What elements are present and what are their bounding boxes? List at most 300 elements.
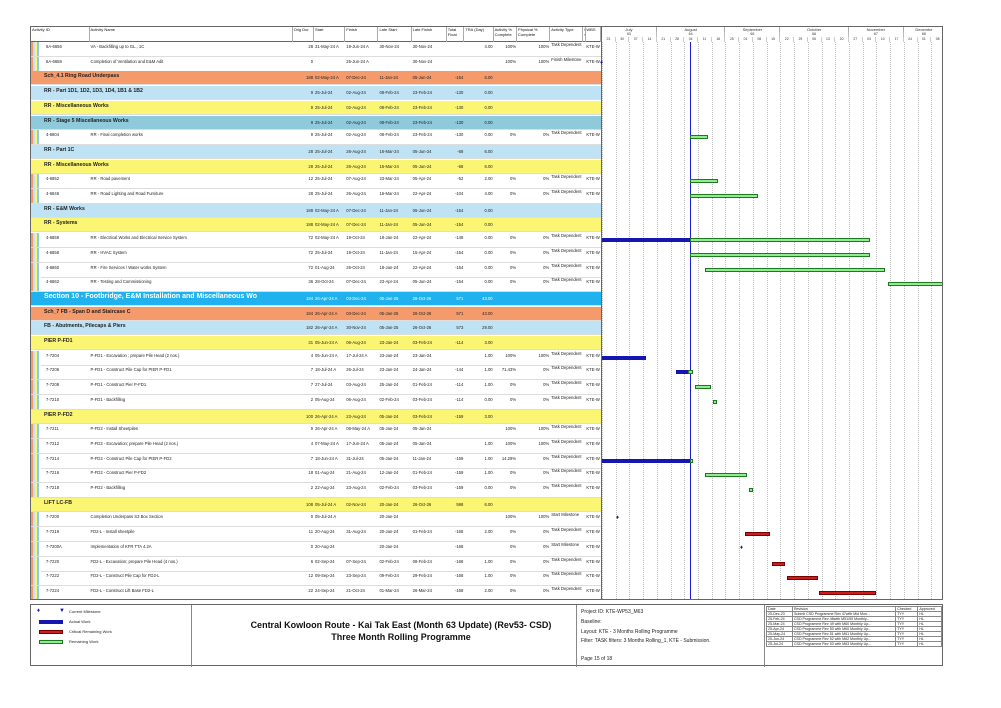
timescale-day: 04 <box>684 37 698 42</box>
cell-dur: 28 <box>308 163 314 169</box>
column-header-phys[interactable]: Physical % Complete <box>517 27 550 42</box>
column-header-wbs[interactable]: WBS <box>585 27 601 42</box>
cell-name: RR - Part 1D1, 1D2, 1D3, 1D4, 1B1 & 1B2 <box>44 88 143 95</box>
cell-wbs: KTE-W <box>586 367 600 373</box>
cell-tra: 43.00 <box>482 310 493 316</box>
activity-row[interactable] <box>31 542 601 557</box>
cell-phys: 0% <box>543 279 550 285</box>
remaining-work-bar[interactable] <box>690 194 758 198</box>
cell-dur: 18 <box>308 470 314 476</box>
cell-name: P-FD2 - Install Sheetpiles <box>90 426 139 432</box>
cell-type: Task Dependent <box>551 453 582 459</box>
cell-dur: 28 <box>308 148 314 154</box>
timescale-period: 64 <box>657 32 726 37</box>
cell-start: 05-Aug-24 <box>315 396 335 402</box>
cell-phys: 100% <box>538 426 550 432</box>
cell-float: -130 <box>454 104 464 110</box>
cell-dur: 9 <box>310 104 314 110</box>
cell-pct: 0% <box>509 176 517 182</box>
column-header-type[interactable]: Activity Type <box>550 27 583 42</box>
cell-lstart: 08-Feb-24 <box>379 132 399 138</box>
cell-start: 02-May-24 A <box>315 75 339 81</box>
timescale-period: 66 <box>780 32 849 37</box>
indent-stripe <box>31 527 41 541</box>
cell-lstart: 05-Jan-25 <box>379 295 399 301</box>
gridline <box>780 42 781 600</box>
cell-tra: 0.00 <box>484 119 493 125</box>
timescale-period: 63 <box>602 32 657 37</box>
cell-lstart: 23-Apr-24 <box>379 279 399 285</box>
cell-pct: 0% <box>509 485 517 490</box>
legend-current-milestone-icon: ▼ <box>59 608 65 614</box>
indent-stripe <box>31 512 41 526</box>
cell-type: Task Dependent <box>551 556 582 562</box>
cell-name: P-FD1 - Construct Pier P-FD1 <box>90 382 147 388</box>
cell-lstart: 11-Jan-24 <box>379 249 398 255</box>
cell-wbs: KTE-W <box>586 426 600 432</box>
column-header-start[interactable]: Start <box>314 27 345 42</box>
cell-dur: 0 <box>310 514 314 520</box>
cell-pct: 0% <box>509 279 517 285</box>
cell-lfinish: 01-Feb-24 <box>412 529 432 535</box>
cell-type: Task Dependent <box>551 585 582 591</box>
cell-name: RR - Road Lighting and Road Furniture <box>90 191 164 196</box>
activity-row[interactable] <box>31 263 601 278</box>
actual-work-bar[interactable] <box>602 459 690 463</box>
activity-row[interactable] <box>31 527 601 542</box>
title-line-2: Three Month Rolling Programme <box>331 632 471 642</box>
timescale-day: 23 <box>602 37 616 42</box>
cell-tra: 1.00 <box>484 440 493 446</box>
activity-row[interactable] <box>31 571 601 586</box>
cell-dur: 22 <box>308 587 314 593</box>
cell-finish: 17-Jul-24 A <box>346 352 368 358</box>
wbs-band-row[interactable] <box>31 86 601 100</box>
cell-start: 25-Jul-24 <box>315 249 333 255</box>
cell-lstart: 05-Jan-24 <box>379 455 399 461</box>
cell-lstart: 23-Jan-24 <box>379 367 399 373</box>
filter-text: Filter: TASK filters: 3 Months Rolling_1, KTE - Submission. <box>581 638 711 644</box>
wbs-band-row[interactable] <box>31 410 601 424</box>
legend-swatch-rem <box>39 640 63 644</box>
cell-phys: 0% <box>543 573 550 579</box>
activity-row[interactable] <box>31 130 601 145</box>
cell-start: 25-Jul-24 <box>315 176 333 182</box>
gridline <box>671 42 672 600</box>
cell-finish: 26-Jul-24 <box>346 367 364 373</box>
cell-tra: 4.00 <box>484 191 493 196</box>
indent-stripe <box>31 395 41 409</box>
cell-pct: 100% <box>505 440 517 446</box>
cell-lfinish: 05-Apr-24 <box>412 176 432 182</box>
cell-dur: 188 <box>306 75 314 81</box>
timescale-period: 68 <box>904 32 943 37</box>
cell-wbs: KTE-W <box>586 396 600 402</box>
cell-wbs: KTE-W <box>586 529 600 535</box>
cell-start: 25-Jul-24 <box>315 163 333 169</box>
wbs-band-row[interactable] <box>31 218 601 232</box>
activity-row[interactable] <box>31 557 601 572</box>
cell-finish: 23-Aug-24 <box>346 413 366 419</box>
gridline <box>904 42 905 600</box>
remaining-work-bar[interactable] <box>690 179 718 183</box>
wbs-band-row[interactable] <box>31 145 601 159</box>
cell-id: 4-6858 <box>46 249 60 255</box>
gridline <box>890 42 891 600</box>
indent-stripe <box>31 263 41 277</box>
column-header-lstart[interactable]: Late Start <box>378 27 411 42</box>
cell-name: P-FD2 - Backfilling <box>90 485 126 490</box>
column-header-pct[interactable]: Activity % Complete <box>494 27 517 42</box>
activity-row[interactable] <box>31 174 601 189</box>
timescale-day: 15 <box>767 37 781 42</box>
cell-type: Finish Milestone <box>551 56 582 62</box>
cell-pct: 0% <box>509 264 517 270</box>
remaining-work-bar[interactable] <box>705 473 747 477</box>
wbs-band-row[interactable] <box>31 307 601 321</box>
column-header-name[interactable]: Activity Name <box>90 27 293 42</box>
gridline <box>918 42 919 600</box>
cell-id: 4-6804 <box>46 132 60 138</box>
cell-type: Task Dependent <box>551 424 582 430</box>
baseline: Baseline: <box>581 619 602 625</box>
cell-tra: 2.00 <box>484 176 493 182</box>
cell-lfinish: 23-Feb-24 <box>412 119 432 125</box>
remaining-work-bar[interactable] <box>705 268 885 272</box>
activity-row[interactable] <box>31 586 601 600</box>
actual-work-bar[interactable] <box>676 370 688 374</box>
cell-phys: 0% <box>543 543 550 549</box>
cell-start: 05-Jul-24 A <box>315 501 337 507</box>
wbs-band-row[interactable] <box>31 204 601 218</box>
activity-row[interactable] <box>31 57 601 72</box>
cell-pct: 100% <box>505 352 517 358</box>
cell-tra: 3.00 <box>484 413 493 419</box>
remaining-work-bar[interactable] <box>690 459 693 463</box>
footer-divider <box>191 605 192 667</box>
cell-phys: 0% <box>543 485 550 490</box>
cell-lstart: 05-Jan-25 <box>379 310 399 316</box>
cell-id: 7-7206 <box>46 367 60 373</box>
cell-wbs: KTE-W <box>586 249 600 255</box>
timescale-day: 01 <box>918 37 932 42</box>
legend-milestone-icon: ♦ <box>37 608 41 614</box>
cell-finish <box>345 512 378 526</box>
activity-row[interactable] <box>31 468 601 483</box>
activity-row[interactable] <box>31 365 601 380</box>
cell-finish: 02-Aug-24 <box>346 132 366 138</box>
cell-id: 6A-6658 <box>46 58 62 64</box>
remaining-work-bar[interactable] <box>695 385 711 389</box>
column-header-tra[interactable]: TRA (Day) <box>464 27 493 42</box>
remaining-work-bar[interactable] <box>690 253 870 257</box>
cell-id: 4-6859 <box>46 235 60 241</box>
cell-dur: 184 <box>306 295 314 301</box>
page-number: Page 15 of 18 <box>581 656 613 662</box>
cell-float: -104 <box>454 191 464 196</box>
cell-float: -154 <box>454 207 464 213</box>
cell-float: -148 <box>454 235 464 241</box>
revision-header-cell: Checked <box>896 607 918 612</box>
gridline <box>629 42 630 600</box>
activity-row[interactable] <box>31 454 601 469</box>
cell-float: -159 <box>454 485 464 490</box>
actual-work-bar[interactable] <box>602 238 690 242</box>
cell-dur: 2 <box>310 396 314 402</box>
revision-cell: TYY <box>896 632 918 637</box>
cell-tra: 6.00 <box>484 501 493 507</box>
cell-finish: 07-Dec-24 <box>346 207 366 213</box>
cell-finish: 23-Sep-24 <box>346 573 366 579</box>
cell-name: RR - Systems <box>44 220 78 227</box>
timescale-day: 21 <box>657 37 671 42</box>
cell-dur: 28 <box>308 44 314 49</box>
activity-row[interactable] <box>31 439 601 454</box>
cell-name: Sch_4.1 Ring Road Underpass <box>44 73 120 80</box>
cell-type: Task Dependent <box>551 483 582 488</box>
wbs-band-row[interactable] <box>31 336 601 350</box>
column-header-lfinish[interactable]: Late Finish <box>412 27 447 42</box>
activity-row[interactable] <box>31 233 601 248</box>
activity-row[interactable] <box>31 42 601 57</box>
remaining-work-bar[interactable] <box>688 370 693 374</box>
cell-lstart: 11-Jan-24 <box>379 207 398 213</box>
cell-phys: 100% <box>538 514 550 520</box>
cell-dur: 9 <box>310 90 314 96</box>
indent-stripe <box>31 365 41 379</box>
cell-name: FD2-L - Excavation; prepare Pile Head (4 nos.) <box>90 558 178 564</box>
cell-lfinish: 05-Jan-24 <box>412 426 432 432</box>
cell-name: RR - Miscellaneous Works <box>44 102 109 109</box>
indent-stripe <box>31 586 41 600</box>
activity-row[interactable] <box>31 424 601 439</box>
cell-pct: 0% <box>509 191 517 196</box>
cell-name: P-FD2 - Construct Pile Cap for PIER P-FD2 <box>90 455 172 461</box>
cell-dur: 9 <box>310 426 314 432</box>
remaining-work-bar[interactable] <box>713 400 717 404</box>
critical-remaining-bar[interactable] <box>787 576 818 580</box>
cell-dur: 31 <box>308 340 314 345</box>
cell-lstart: 25-Jan-24 <box>379 382 399 388</box>
cell-finish: 07-Dec-24 <box>346 75 366 81</box>
cell-type: Task Dependent <box>551 527 582 533</box>
critical-remaining-bar[interactable] <box>745 532 770 536</box>
cell-tra: 2.00 <box>484 587 493 593</box>
cell-wbs: KTE-W <box>586 191 600 196</box>
cell-lfinish: 26-Oct-26 <box>412 295 432 301</box>
cell-dur: 12 <box>308 176 314 182</box>
schedule-sheet <box>30 26 943 600</box>
cell-type: Task Dependent <box>551 394 582 400</box>
cell-lstart: 05-Jan-24 <box>379 440 399 446</box>
cell-finish: 06-Aug-24 <box>346 340 366 345</box>
cell-finish: 26-Oct-24 <box>346 264 365 270</box>
cell-lfinish: 03-Feb-24 <box>412 485 432 490</box>
gridline <box>753 42 754 600</box>
cell-name: RR - HVAC System <box>90 249 127 255</box>
cell-wbs: KTE-W <box>586 176 600 182</box>
programme-title <box>201 619 601 643</box>
timescale-month: Decembe <box>904 27 943 32</box>
timescale-day: 24 <box>904 37 918 42</box>
cell-lfinish: 26-Oct-26 <box>412 325 432 331</box>
cell-phys: 0% <box>543 587 550 593</box>
wbs-band-row[interactable] <box>31 101 601 115</box>
gantt-chart <box>601 27 943 600</box>
cell-lfinish: 22-Apr-24 <box>412 264 432 270</box>
revision-cell: HL <box>918 622 942 627</box>
remaining-work-bar[interactable] <box>690 238 870 242</box>
cell-start: 07-May-24 A <box>315 440 339 446</box>
activity-row[interactable] <box>31 512 601 527</box>
wbs-band-row[interactable] <box>31 292 601 306</box>
wbs-band-row[interactable] <box>31 160 601 174</box>
indent-stripe <box>31 468 41 482</box>
timescale-month: September <box>725 27 780 32</box>
cell-start: 02-May-24 A <box>315 235 339 241</box>
cell-float <box>447 57 465 71</box>
cell-start: 02-May-24 A <box>315 207 339 213</box>
cell-tra <box>464 542 493 556</box>
cell-dur: 36 <box>308 279 314 285</box>
remaining-work-bar[interactable] <box>749 488 753 492</box>
cell-wbs: KTE-W <box>586 279 600 285</box>
activity-row[interactable] <box>31 351 601 366</box>
cell-pct: 0% <box>509 249 517 255</box>
timescale-day: 25 <box>725 37 739 42</box>
cell-start: 25-Jul-24 <box>315 148 333 154</box>
cell-lfinish: 26-Oct-26 <box>412 310 432 316</box>
critical-remaining-bar[interactable] <box>772 562 785 566</box>
cell-start: 25-Jul-24 <box>315 90 333 96</box>
cell-lfinish: 05-Jun-24 <box>412 148 432 154</box>
cell-dur: 7 <box>310 367 314 373</box>
activity-row[interactable] <box>31 395 601 410</box>
gridline <box>684 42 685 600</box>
cell-id: 7-7204 <box>46 352 60 358</box>
revision-cell: CSD Programme Rev 52 with M62 Monthly Up... <box>792 637 895 642</box>
cell-type: Task Dependent <box>551 380 582 386</box>
wbs-band-row[interactable] <box>31 498 601 512</box>
column-header-float[interactable]: Total Float <box>447 27 465 42</box>
activity-row[interactable] <box>31 380 601 395</box>
revision-cell: HL <box>918 642 942 647</box>
cell-dur: 2 <box>310 485 314 490</box>
revision-cell: HL <box>918 632 942 637</box>
cell-dur: 0 <box>310 543 314 549</box>
cell-lfinish: 03-Feb-24 <box>412 340 432 345</box>
cell-id: 7-7208 <box>46 382 60 388</box>
legend-label: Actual Work <box>69 619 91 624</box>
cell-name: Completion Underpass S3 Box Section <box>90 514 163 520</box>
cell-pct: 0% <box>509 558 517 564</box>
revision-cell: HL <box>918 627 942 632</box>
revision-cell: 25-Jun-24 <box>767 637 793 642</box>
timescale-day: 27 <box>849 37 863 42</box>
cell-tra: 3.00 <box>484 340 493 345</box>
cell-dur: 100 <box>306 413 314 419</box>
cell-float: -130 <box>454 132 464 138</box>
cell-float <box>447 512 465 526</box>
milestone-icon: ♦ <box>600 59 604 66</box>
cell-start: 24-Sep-24 <box>315 587 335 593</box>
remaining-work-bar[interactable] <box>690 135 708 139</box>
cell-lfinish: 05-Jun-24 <box>412 207 432 213</box>
gridline <box>739 42 740 600</box>
cell-lstart: 02-Feb-24 <box>379 558 399 564</box>
cell-pct: 100% <box>505 514 517 520</box>
cell-float: -130 <box>454 90 464 96</box>
cell-lfinish: 23-Feb-24 <box>412 104 432 110</box>
critical-remaining-bar[interactable] <box>819 591 876 595</box>
timescale-day: 18 <box>712 37 726 42</box>
cell-id: 7-7200 <box>46 514 60 520</box>
activity-row[interactable] <box>31 277 601 292</box>
timescale-day: 11 <box>698 37 712 42</box>
indent-stripe <box>31 380 41 394</box>
indent-stripe <box>31 277 41 291</box>
column-header-id[interactable]: Activity ID <box>31 27 90 42</box>
gridline <box>767 42 768 600</box>
cell-start: 27-Jul-24 <box>315 382 333 388</box>
cell-tra: 0.00 <box>484 249 493 255</box>
revision-row <box>767 642 942 647</box>
cell-lstart: 20-Jan-24 <box>379 501 399 507</box>
cell-lstart: 08-Feb-24 <box>379 104 399 110</box>
legend-label: Remaining Work <box>69 639 99 644</box>
revision-table <box>766 606 942 647</box>
cell-float: -114 <box>455 340 464 345</box>
revision-cell: TYY <box>896 642 918 647</box>
cell-phys: 0% <box>543 132 550 138</box>
cell-finish: 03-Dec-24 <box>346 295 366 301</box>
cell-phys: 0% <box>543 396 550 402</box>
cell-start: 20-Aug-24 <box>315 543 335 549</box>
cell-tra: 0.00 <box>484 235 493 241</box>
milestone-icon: ♦ <box>740 544 744 551</box>
wbs-band-row[interactable] <box>31 116 601 130</box>
cell-id: 7-7210 <box>46 396 60 402</box>
remaining-work-bar[interactable] <box>888 282 943 286</box>
wbs-band-row[interactable] <box>31 321 601 335</box>
wbs-band-row[interactable] <box>31 71 601 85</box>
cell-id: 7-7218 <box>46 485 60 490</box>
cell-lfinish: 26-Mar-24 <box>412 587 432 593</box>
revision-header-cell: Revision <box>792 607 895 612</box>
activity-row[interactable] <box>31 248 601 263</box>
cell-lfinish: 23-Feb-24 <box>412 90 432 96</box>
cell-phys: 0% <box>543 455 550 461</box>
cell-start: 25-Jul-24 <box>315 119 333 125</box>
column-header-dur[interactable]: Orig Dur <box>293 27 314 42</box>
cell-name: P-FD1 - Backfilling <box>90 396 126 402</box>
timescale-day: 20 <box>835 37 849 42</box>
column-header-finish[interactable]: Finish <box>345 27 378 42</box>
gridline <box>657 42 658 600</box>
indent-stripe <box>31 439 41 453</box>
cell-dur: 72 <box>308 249 314 255</box>
cell-id: 7-7212 <box>46 440 60 446</box>
indent-stripe <box>31 424 41 438</box>
cell-lstart: 18-Jan-24 <box>379 264 399 270</box>
cell-finish: 31-Jul-24 <box>346 455 364 461</box>
activity-row[interactable] <box>31 189 601 204</box>
indent-stripe <box>31 248 41 262</box>
actual-work-bar[interactable] <box>602 356 646 360</box>
cell-finish: 21-Aug-24 <box>346 470 366 476</box>
cell-finish: 25-Jun-24 A <box>346 58 369 64</box>
activity-row[interactable] <box>31 483 601 498</box>
